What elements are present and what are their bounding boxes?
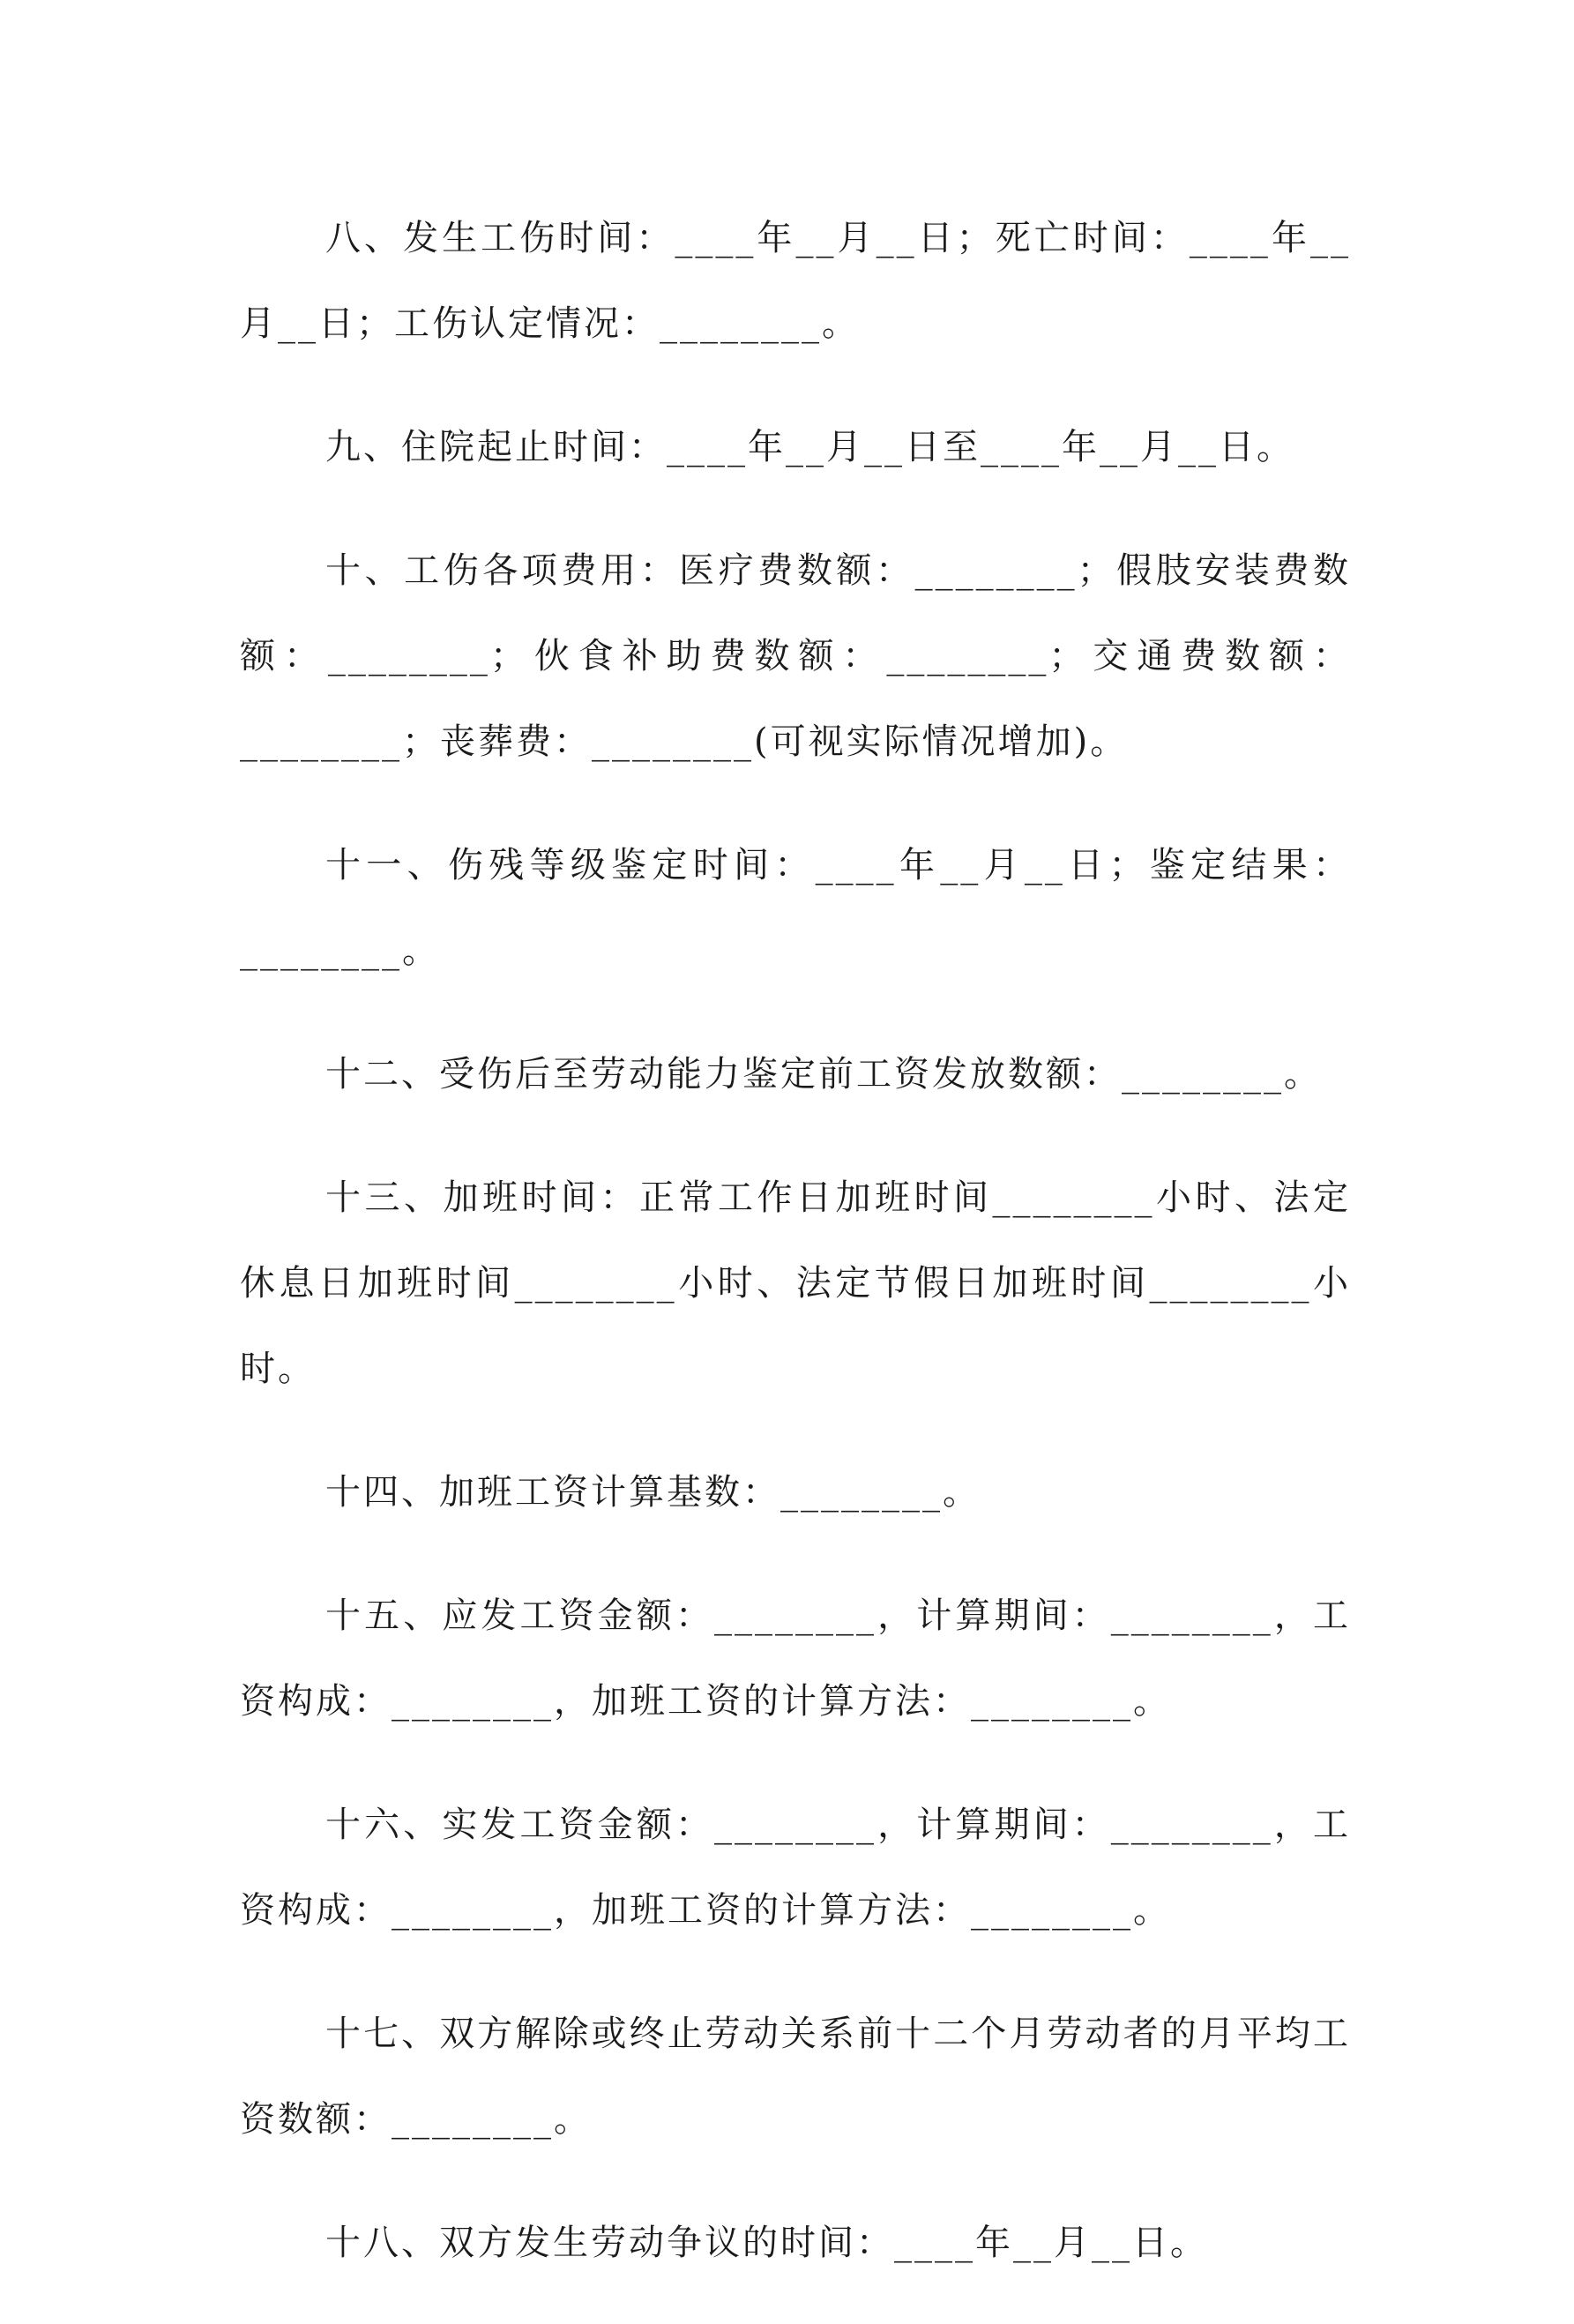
paragraph-item-17: 十七、双方解除或终止劳动关系前十二个月劳动者的月平均工资数额：________。 [240, 2014, 1351, 2140]
paragraph-item-16: 十六、实发工资金额：________，计算期间：________，工资构成：________，加班工资的计算方法：________。 [240, 1805, 1351, 1931]
paragraph-item-15: 十五、应发工资金额：________，计算期间：________，工资构成：________，加班工资的计算方法：________。 [240, 1595, 1351, 1722]
document-body [240, 196, 1351, 2324]
paragraph-item-8: 八、发生工伤时间：____年__月__日；死亡时间：____年__月__日；工伤认定情况：________。 [240, 218, 1351, 344]
paragraph-item-18: 十八、双方发生劳动争议的时间：____年__月__日。 [325, 2223, 1208, 2263]
paragraph-item-13: 十三、加班时间：正常工作日加班时间________小时、法定休息日加班时间________小时、法定节假日加班时间________小时。 [240, 1177, 1351, 1389]
paragraph-item-12: 十二、受伤后至劳动能力鉴定前工资发放数额：________。 [325, 1054, 1322, 1095]
paragraph-item-11: 十一、伤残等级鉴定时间：____年__月__日；鉴定结果：________。 [240, 845, 1351, 971]
paragraph-item-14: 十四、加班工资计算基数：________。 [325, 1472, 981, 1513]
paragraph-item-9: 九、住院起止时间：____年__月__日至____年__月__日。 [325, 427, 1294, 467]
paragraph-item-10: 十、工伤各项费用：医疗费数额：________；假肢安装费数额：________；伙食补助费数额：________；交通费数额：________；丧葬费：________(可视实际情况增加)。 [240, 550, 1351, 762]
